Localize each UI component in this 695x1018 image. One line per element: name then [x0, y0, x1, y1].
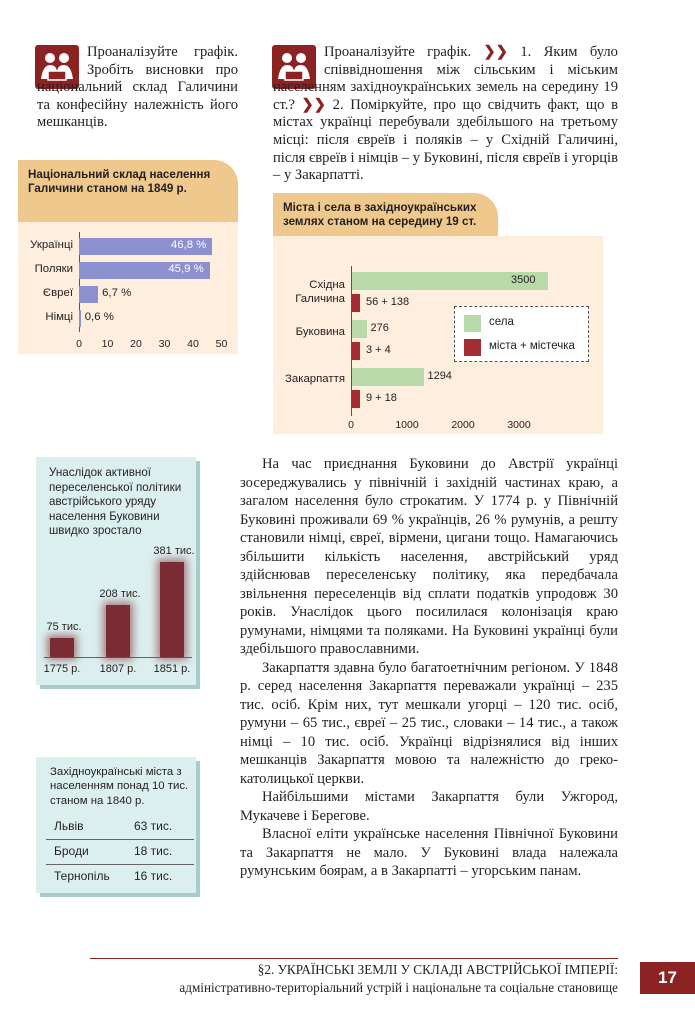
chart2-title: Міста і села в західноукраїнських землях станом на середину 19 ст.: [273, 193, 498, 253]
table-row: [46, 865, 194, 890]
legend-label-towns: міста + містечка: [489, 340, 575, 352]
legend-swatch-towns: [464, 339, 481, 356]
table-cell-population: 63 тис.: [134, 819, 173, 833]
paragraph-3: Найбільшими містами Закарпаття були Ужгород, Мукачеве і Берегове.: [240, 789, 618, 824]
chart2-category-label: Східна: [309, 279, 345, 291]
chart1-category-label: Поляки: [34, 263, 73, 275]
legend-swatch-villages: [464, 315, 481, 332]
chart2-value-label-towns: 3 + 4: [366, 344, 391, 356]
chart3-value-label: 381 тис.: [153, 544, 195, 557]
chart1-category-label: Українці: [30, 239, 73, 251]
task2-text: Проаналізуйте графік. ❯❯ 1. Яким було співвідношення між сільським і міським населенням західноукраїнських земель на середину 19 ст.? ❯❯ 2. Поміркуйте, про що свідчить факт, що в містах українці перебували здебільшого на третьому місці: після євреїв і поляків – у Східній Галичині, після євреїв і німців – у Буковині, після євреїв і угорців – у Закарпатті.: [273, 44, 618, 184]
chart3-value-label: 208 тис.: [99, 588, 141, 600]
chart1-body: [18, 222, 238, 354]
chart1-value-label: 6,7 %: [102, 287, 132, 299]
task1-text: Проаналізуйте графік. Зробіть висновки про національний склад Галичини та конфесійну належність його мешканців.: [37, 44, 238, 131]
chart2-bar-towns: [352, 294, 360, 312]
chart1-bar: [79, 310, 81, 327]
chart2-body: [273, 236, 603, 434]
chart2-bar-towns: [352, 390, 360, 408]
chart3-bar: [106, 605, 130, 657]
table-row: [46, 840, 194, 865]
paragraph-4: Власної еліти українське населення Північної Буковини та Закарпаття не мало. У Буковині влада належала румунським боярам, а в Закарпатті – угорським панам.: [240, 826, 618, 879]
chart2-tick-label: 1000: [395, 419, 419, 431]
chart2-value-label-villages: 276: [370, 322, 389, 334]
table-cell-population: 18 тис.: [134, 844, 173, 858]
table-row: [46, 815, 194, 840]
chart1-tick-label: 10: [101, 338, 114, 350]
chart1-category-label: Євреї: [42, 287, 73, 299]
chart1-tick-label: 50: [215, 338, 228, 350]
chart2-value-label-villages: 3500: [511, 274, 536, 286]
table-cell-city: Львів: [54, 819, 84, 833]
chart2-bar-towns: [352, 342, 360, 360]
chart2-category-label: Закарпаття: [285, 373, 345, 385]
chart3-box: [36, 457, 196, 685]
chart1-bar: [79, 286, 98, 303]
chart2-tick-label: 0: [348, 419, 354, 431]
chart2-value-label-towns: 56 + 138: [366, 296, 410, 308]
cities-table-title: Західноукраїнські міста з населенням понад 10 тис. станом на 1840 р.: [50, 766, 189, 807]
chart3-bar: [160, 562, 184, 657]
table-cell-city: Тернопіль: [54, 869, 110, 883]
chart1-tick-label: 30: [158, 338, 171, 350]
chart3-category-label: 1775 р.: [43, 663, 81, 675]
chart3-title: Унаслідок активної переселенської політики австрійського уряду населення Буковини швидко зростало: [49, 466, 182, 537]
page-number: 17: [640, 962, 695, 994]
chart3-bar: [50, 638, 74, 657]
chart1-tick-label: 40: [187, 338, 199, 350]
chart1-tick-label: 0: [76, 338, 82, 350]
chart2-value-label-villages: 1294: [427, 370, 452, 382]
chart1-value-label: 45,9 %: [168, 263, 204, 275]
paragraph-1: На час приєднання Буковини до Австрії українці зосереджувались у північній і західній частинах краю, а загалом населення було строкатим. У 1774 р. у Північній Буковині проживали 69 % українців, 26 % румунів, а решту становили німці, євреї, вірмени, цигани тощо. Намагаючись збільшити кількість населення, австрійський уряд здійснював переселенську політику, яка передбачала звільнення переселенців від сплати податків упродовж 30 років. Унаслідок цього посилилася колонізація краю румунами, німцями та поляками. На Буковині українці були здебільшого православними.: [240, 456, 618, 657]
chart3-category-label: 1851 р.: [153, 663, 191, 675]
table-cell-population: 16 тис.: [134, 869, 173, 883]
chart2-tick-label: 3000: [507, 419, 531, 431]
chart2-bar-villages: [352, 320, 367, 338]
chart3-category-label: 1807 р.: [99, 663, 137, 675]
main-text: [240, 455, 618, 881]
chart2-bar-villages: [352, 368, 424, 386]
cities-table-box: [36, 757, 196, 893]
chart1-category-label: Німці: [45, 311, 73, 323]
legend-label-villages: села: [489, 316, 514, 328]
chart3-value-label: 75 тис.: [46, 621, 82, 634]
chart1-title: Національний склад населення Галичини станом на 1849 р.: [18, 160, 238, 222]
footer-section-subtitle: адміністративно-територіальний устрій і національне та соціальне становище: [179, 980, 618, 995]
task-marker-1: ❯❯: [483, 44, 508, 60]
footer-section-title: §2. УКРАЇНСЬКІ ЗЕМЛІ У СКЛАДІ АВСТРІЙСЬКОЇ ІМПЕРІЇ:: [257, 962, 618, 977]
footer-divider: [90, 958, 618, 959]
chart3-baseline: [44, 657, 192, 658]
chart1-value-label: 0,6 %: [84, 311, 114, 323]
chart2-tick-label: 2000: [451, 419, 475, 431]
chart1-value-label: 46,8 %: [170, 239, 207, 251]
chart2-value-label-towns: 9 + 18: [366, 392, 397, 404]
chart2-category-label: Буковина: [295, 326, 345, 338]
table-cell-city: Броди: [54, 844, 89, 858]
chart2-category-label: Галичина: [295, 293, 345, 305]
task-marker-2: ❯❯: [301, 96, 327, 113]
chart1-tick-label: 20: [130, 338, 142, 350]
chart2-legend: [454, 306, 589, 362]
paragraph-2: Закарпаття здавна було багатоетнічним регіоном. У 1848 р. серед населення Закарпаття переважали українці – 235 тис. осіб. Крім них, тут мешкали угорці – 120 тис. осіб, румуни – 65 тис., євреї – 25 тис., словаки – 14 тис., а також німці – 10 тис. осіб. Українці відрізнялися від інших мешканців Закарпаття мовою та належністю до греко-католицької церкви.: [240, 659, 618, 787]
